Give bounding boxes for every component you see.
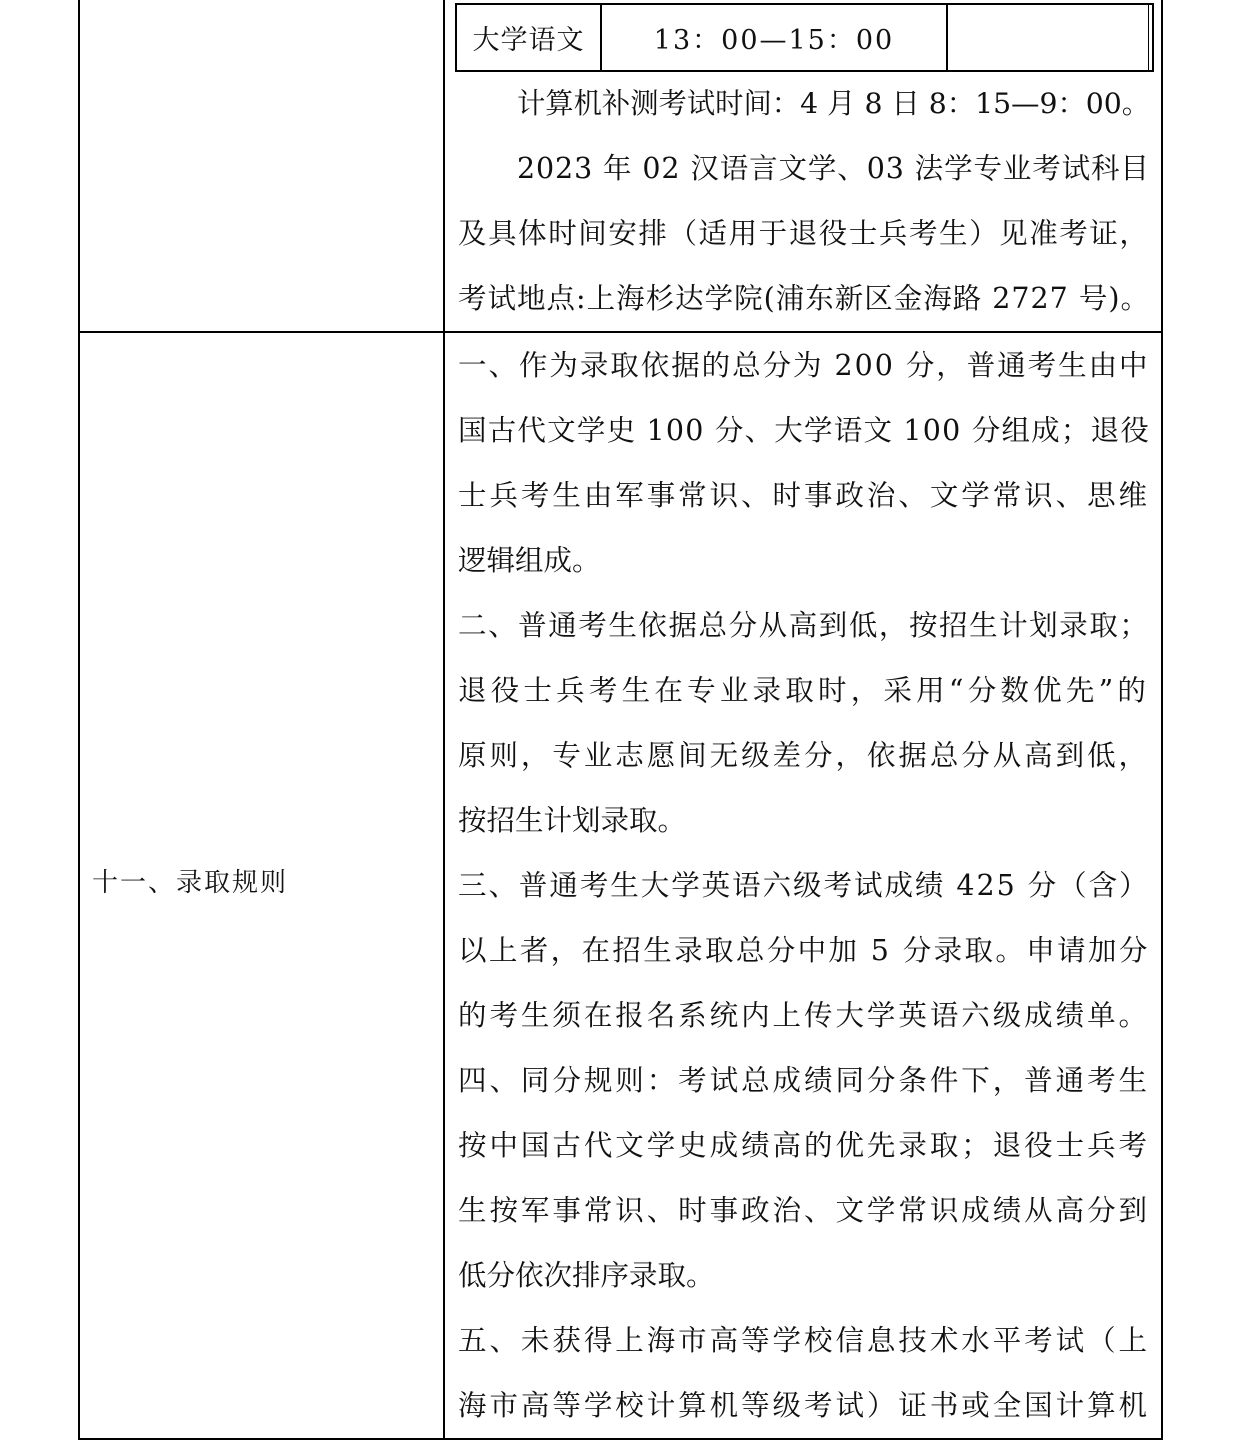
makeup-exam-time: 计算机补测考试时间：4 月 8 日 8：15—9：00。 [517, 87, 1151, 120]
rules-line: 生按军事常识、时事政治、文学常识成绩从高分到 [458, 1194, 1151, 1227]
exam-note-cell [948, 5, 1152, 70]
rules-line: 海市高等学校计算机等级考试）证书或全国计算机 [458, 1389, 1151, 1422]
exam-arrangement-line-2: 及具体时间安排（适用于退役士兵考生）见准考证， [458, 217, 1150, 250]
exam-location: 考试地点:上海杉达学院(浦东新区金海路 2727 号)。 [458, 282, 1150, 315]
rules-line: 一、作为录取依据的总分为 200 分，普通考生由中 [458, 349, 1150, 382]
exam-time-cell: 13：00—15：00 [602, 5, 948, 70]
exam-time-table [455, 3, 1154, 72]
rules-line: 的考生须在报名系统内上传大学英语六级成绩单。 [458, 999, 1151, 1032]
rules-line: 低分依次排序录取。 [458, 1259, 715, 1292]
rules-line: 退役士兵考生在专业录取时，采用“分数优先”的 [458, 674, 1151, 707]
exam-subject-cell: 大学语文 [457, 5, 602, 70]
rules-line: 原则，专业志愿间无级差分，依据总分从高到低， [458, 739, 1151, 772]
rules-line: 二、普通考生依据总分从高到低，按招生计划录取； [458, 609, 1150, 642]
rules-line: 按中国古代文学史成绩高的优先录取；退役士兵考 [458, 1129, 1151, 1162]
row-divider [78, 331, 1163, 333]
rules-line: 以上者，在招生录取总分中加 5 分录取。申请加分 [458, 934, 1150, 967]
row-label-admission-rules: 十一、录取规则 [92, 868, 289, 898]
rules-line: 三、普通考生大学英语六级考试成绩 425 分（含） [458, 869, 1150, 902]
rules-line: 士兵考生由军事常识、时事政治、文学常识、思维 [458, 479, 1151, 512]
rules-line: 四、同分规则：考试总成绩同分条件下，普通考生 [458, 1064, 1151, 1097]
rules-line: 按招生计划录取。 [458, 804, 687, 837]
column-divider [443, 0, 445, 1440]
rules-line: 逻辑组成。 [458, 544, 601, 577]
exam-arrangement-line-1: 2023 年 02 汉语言文学、03 法学专业考试科目 [517, 152, 1150, 185]
rules-line: 五、未获得上海市高等学校信息技术水平考试（上 [458, 1324, 1151, 1357]
rules-line: 国古代文学史 100 分、大学语文 100 分组成；退役 [458, 414, 1151, 447]
